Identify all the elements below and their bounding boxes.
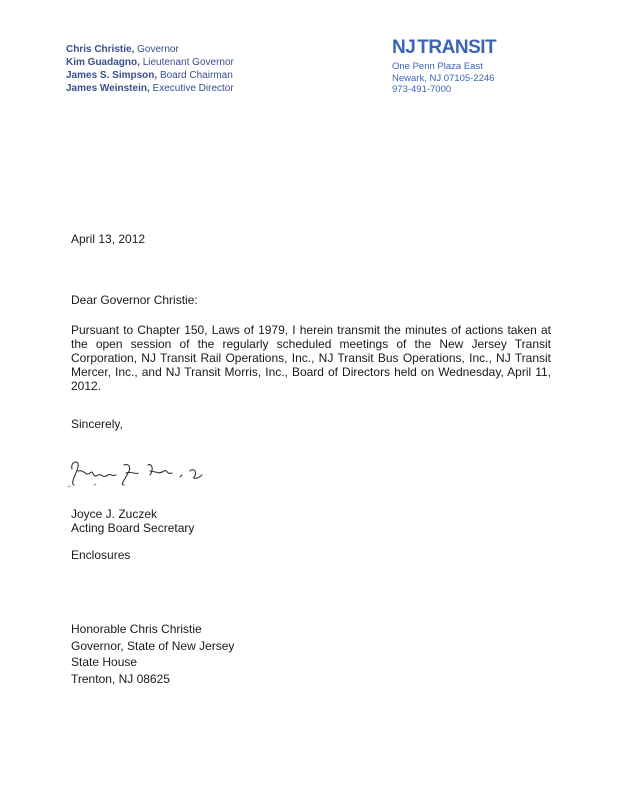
letterhead-address <box>392 61 496 96</box>
address-line-2: Newark, NJ 07105-2246 <box>392 72 495 84</box>
phone-number: 973-491-7000 <box>392 84 452 95</box>
salutation: Dear Governor Christie: <box>71 293 198 307</box>
handwritten-signature <box>66 455 236 495</box>
nj-transit-logo <box>392 38 496 58</box>
official-executive-director <box>66 82 234 95</box>
official-lieutenant-governor <box>66 56 234 69</box>
signer-block <box>71 507 194 535</box>
enclosures-note: Enclosures <box>71 548 131 562</box>
recipient-address-line-1: State House <box>71 655 138 669</box>
logo-text: TRANSIT <box>417 37 497 58</box>
official-board-chairman <box>66 69 234 82</box>
letterhead-logo-block <box>392 38 496 96</box>
letter-body: Pursuant to Chapter 150, Laws of 1979, I herein transmit the minutes of actions taken at the open session of the regularly scheduled meetings of the New Jersey Transit Corporation, NJ Transit Rail Operations, Inc., NJ Transit Bus Operations, Inc., NJ Transit Mercer, Inc., and NJ Transit Morris, Inc., Board of Directors held on Wednesday, April 11, 2012. <box>71 323 551 393</box>
recipient-address <box>71 621 234 687</box>
address-line-1: One Penn Plaza East <box>392 61 483 72</box>
signer-name: Joyce J. Zuczek <box>71 507 158 521</box>
recipient-name: Honorable Chris Christie <box>71 622 202 636</box>
letter-date: April 13, 2012 <box>71 232 146 246</box>
official-title: Governor <box>137 44 179 55</box>
official-name: Kim Guadagno, <box>66 57 140 68</box>
closing: Sincerely, <box>71 417 123 431</box>
recipient-title: Governor, State of New Jersey <box>71 638 235 653</box>
official-governor <box>66 43 234 56</box>
official-name: Chris Christie, <box>66 44 135 55</box>
official-title: Board Chairman <box>159 70 233 81</box>
nj-logo-icon: NJ <box>392 37 416 58</box>
official-title: Lieutenant Governor <box>142 57 234 68</box>
official-name: James S. Simpson, <box>66 70 158 81</box>
official-name: James Weinstein, <box>66 83 150 94</box>
signer-title: Acting Board Secretary <box>71 521 195 535</box>
recipient-address-line-2: Trenton, NJ 08625 <box>71 671 170 686</box>
official-title: Executive Director <box>152 83 234 94</box>
officials-list <box>66 43 234 95</box>
